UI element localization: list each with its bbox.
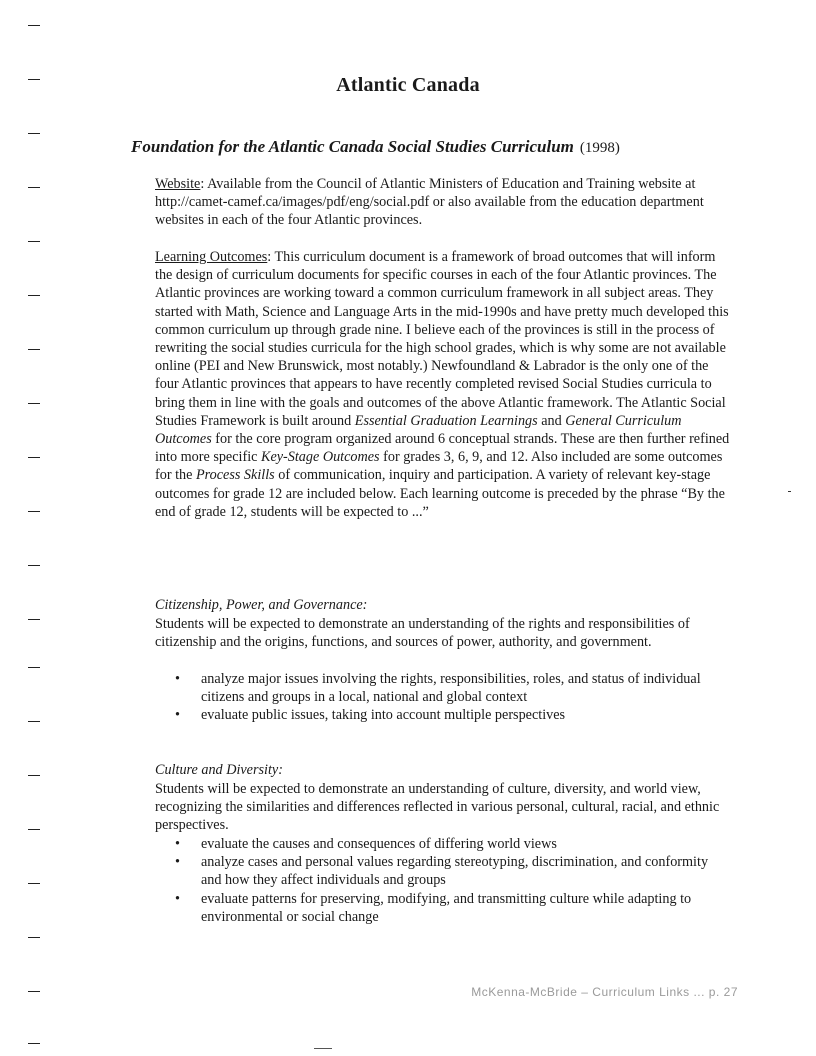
list-item (155, 853, 715, 889)
bullet-icon: • (175, 707, 180, 724)
scan-mark (788, 491, 791, 492)
outcomes-text: of communication, inquiry and participation. A variety of relevant key-stage outcomes for grade 12 are included below. Each learning outcome is preceded by the phrase “By the end of grade 12, students will be expected to ...” (155, 467, 725, 520)
outcomes-text: : This curriculum document is a framework of broad outcomes that will inform the design of curriculum documents for specific courses in each of the four Atlantic provinces. The Atlantic provinces are working toward a common curriculum framework in all subject areas. They started with Math, Science and Language Arts in the mid-1990s and have pretty much developed this common curriculum up through grade nine. I believe each of the provinces is still in the process of rewriting the social studies curricula for the high school grades, which is why some are not available online (PEI and New Brunswick, most notably.) Newfoundland & Labrador is the only one of the four Atlantic provinces that appears to have recently completed revised Social Studies curricula to bring them in line with the goals and outcomes of the above Atlantic framework. The Atlantic Social Studies Framework is built around (155, 249, 729, 429)
page-footer: McKenna-McBride – Curriculum Links ... p. 27 (471, 985, 738, 999)
list-item (155, 835, 715, 853)
learning-outcomes-paragraph (155, 248, 735, 521)
margin-tick (28, 667, 40, 668)
margin-tick (28, 511, 40, 512)
list-item-text: evaluate public issues, taking into account multiple perspectives (201, 707, 566, 724)
margin-tick (28, 457, 40, 458)
margin-tick (28, 829, 40, 830)
website-paragraph (155, 175, 735, 230)
outcome-list (155, 670, 715, 725)
list-item-text: evaluate the causes and consequences of differing world views (201, 836, 557, 852)
margin-tick (28, 937, 40, 938)
website-text: : Available from the Council of Atlantic Ministers of Education and Training website at http://camet-camef.ca/images/pdf/eng/social.pdf or also available from the education department websites in each of the four Atlantic provinces. (155, 176, 704, 229)
section-title: Culture and Diversity: (155, 762, 283, 778)
list-item-text: evaluate patterns for preserving, modifying, and transmitting culture while adapting to environmental or social change (201, 890, 692, 925)
outcomes-text: for the core program organized around 6 conceptual strands. These are then further refined into more specific (155, 431, 730, 466)
bullet-icon: • (175, 854, 180, 871)
list-item (155, 706, 715, 724)
list-item-text: analyze cases and personal values regarding stereotyping, discrimination, and conformity and how they affect individuals and groups (201, 854, 709, 889)
list-item (155, 890, 715, 926)
bullet-icon: • (175, 890, 180, 907)
margin-tick (28, 619, 40, 620)
website-label: Website (155, 176, 201, 192)
section-title: Citizenship, Power, and Governance: (155, 597, 368, 613)
outcomes-term: Key-Stage Outcomes (260, 449, 380, 466)
margin-tick (28, 991, 40, 992)
section-intro: Students will be expected to demonstrate an understanding of the rights and responsibilities of citizenship and the origins, functions, and sources of power, authority, and government. (155, 616, 690, 651)
margin-tick (28, 721, 40, 722)
margin-tick (28, 133, 40, 134)
section-intro: Students will be expected to demonstrate an understanding of culture, diversity, and world view, recognizing the similarities and differences reflected in various personal, cultural, racial, and ethnic perspectives. (155, 781, 720, 834)
document-name: Foundation for the Atlantic Canada Social Studies Curriculum (131, 137, 574, 156)
margin-tick (28, 295, 40, 296)
margin-tick (28, 25, 40, 26)
margin-tick (28, 883, 40, 884)
margin-tick (28, 241, 40, 242)
outcomes-text: for grades 3, 6, 9, and 12. Also included are some outcomes for the (155, 449, 723, 484)
outcomes-term: Process Skills (195, 467, 275, 484)
margin-tick (28, 187, 40, 188)
learning-outcomes-label: Learning Outcomes (155, 249, 268, 265)
outcomes-term: Essential Graduation Learnings (354, 412, 538, 429)
outcome-list (155, 835, 715, 926)
bullet-icon: • (175, 836, 180, 852)
bullet-icon: • (175, 671, 180, 687)
document-year: (1998) (579, 140, 620, 156)
margin-tick (28, 349, 40, 350)
list-item-text: analyze major issues involving the rights, responsibilities, roles, and status of individual citizens and groups in a local, national and global context (201, 671, 701, 706)
scan-mark (314, 1048, 332, 1049)
margin-tick (28, 403, 40, 404)
margin-tick (28, 565, 40, 566)
margin-tick (28, 1043, 40, 1044)
outcomes-term: General Curriculum Outcomes (155, 412, 682, 448)
outcomes-text: and (537, 412, 566, 429)
page-title: Atlantic Canada (336, 74, 480, 96)
list-item (155, 670, 715, 706)
document-heading (131, 137, 620, 157)
margin-tick (28, 775, 40, 776)
